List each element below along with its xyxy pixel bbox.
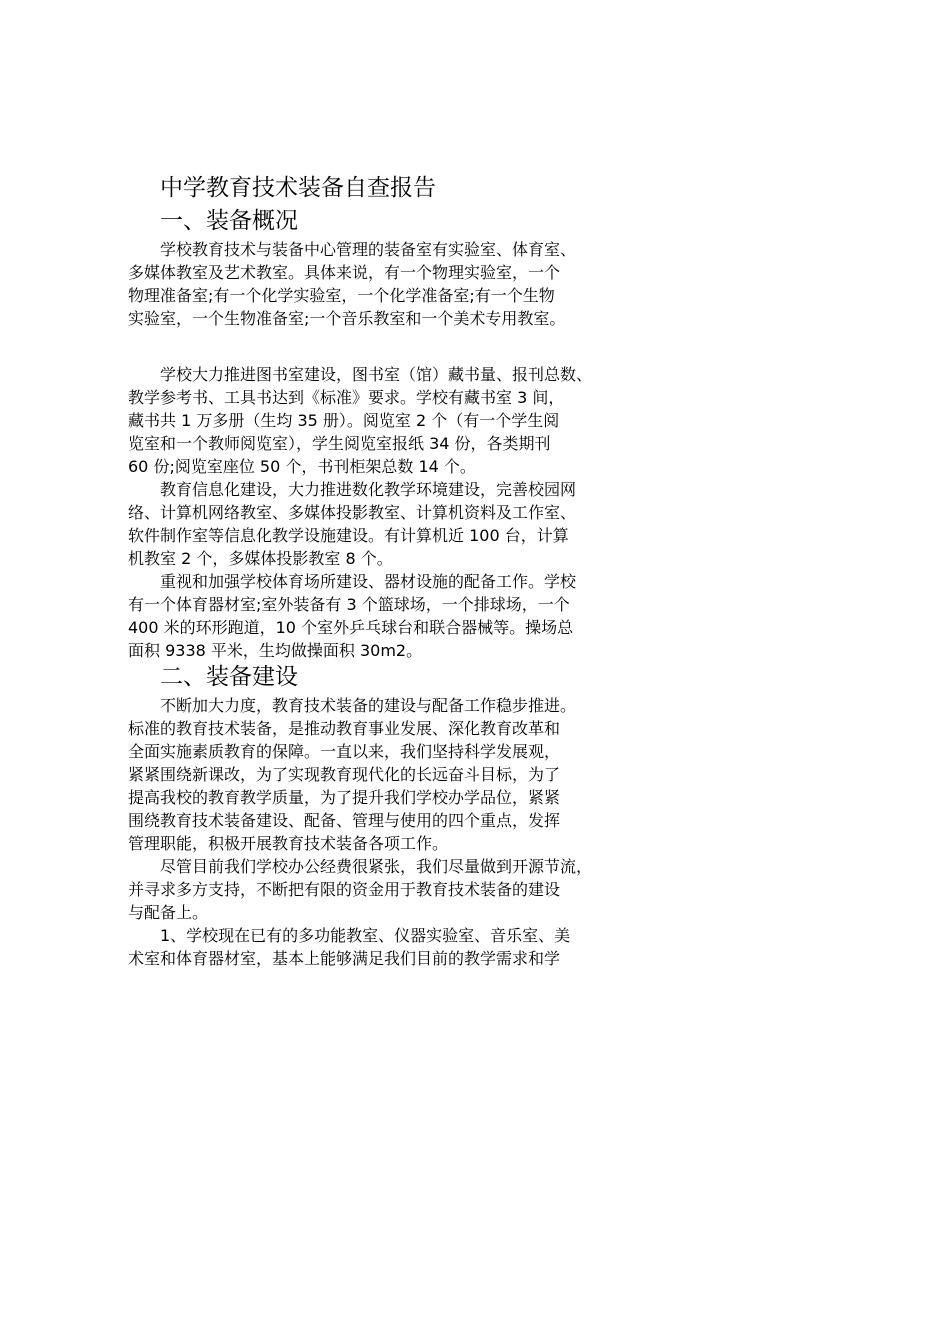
paragraph-line: 管理职能，积极开展教育技术装备各项工作。 bbox=[128, 834, 449, 854]
paragraph-line: 机教室 2 个，多媒体投影教室 8 个。 bbox=[128, 548, 393, 568]
paragraph-line: 学校教育技术与装备中心管理的装备室有实验室、体育室、 bbox=[160, 240, 577, 260]
paragraph-line: 览室和一个教师阅览室），学生阅览室报纸 34 份，各类期刊 bbox=[128, 433, 551, 453]
paragraph-equipment-rooms bbox=[128, 237, 840, 329]
paragraph-line: 软件制作室等信息化教学设施建设。有计算机近 100 台，计算 bbox=[128, 525, 569, 545]
section-heading-overview: 一、装备概况 bbox=[160, 207, 298, 234]
paragraph-line: 学校大力推进图书室建设，图书室（馆）藏书量、报刊总数、 bbox=[160, 364, 593, 384]
document-title: 中学教育技术装备自查报告 bbox=[160, 175, 436, 201]
blank-line bbox=[128, 329, 840, 362]
paragraph-line: 全面实施素质教育的保障。一直以来，我们坚持科学发展观， bbox=[128, 742, 561, 762]
paragraph-line: 物理准备室;有一个化学实验室，一个化学准备室;有一个生物 bbox=[128, 286, 555, 306]
paragraph-line: 不断加大力度，教育技术装备的建设与配备工作稳步推进。 bbox=[160, 696, 577, 716]
paragraph-library bbox=[128, 362, 840, 477]
paragraph-line: 与配备上。 bbox=[128, 903, 209, 923]
paragraph-line: 藏书共 1 万多册（生均 35 册）。阅览室 2 个（有一个学生阅 bbox=[128, 410, 560, 430]
paragraph-line: 教学参考书、工具书达到《标准》要求。学校有藏书室 3 间， bbox=[128, 387, 565, 407]
paragraph-line: 重视和加强学校体育场所建设、器材设施的配备工作。学校 bbox=[160, 571, 577, 591]
paragraph-line: 1、学校现在已有的多功能教室、仪器实验室、音乐室、美 bbox=[160, 926, 571, 946]
paragraph-line: 多媒体教室及艺术教室。具体来说，有一个物理实验室，一个 bbox=[128, 263, 561, 283]
paragraph-line: 术室和体育器材室，基本上能够满足我们目前的教学需求和学 bbox=[128, 949, 561, 969]
paragraph-line: 有一个体育器材室;室外装备有 3 个篮球场，一个排球场，一个 bbox=[128, 594, 570, 614]
paragraph-line: 60 份;阅览室座位 50 个，书刊柜架总数 14 个。 bbox=[128, 456, 476, 476]
document-page bbox=[128, 172, 840, 969]
paragraph-line: 教育信息化建设，大力推进数化教学环境建设，完善校园网 bbox=[160, 479, 577, 499]
paragraph-line: 实验室，一个生物准备室;一个音乐教室和一个美术专用教室。 bbox=[128, 309, 566, 329]
paragraph-line: 络、计算机网络教室、多媒体投影教室、计算机资料及工作室、 bbox=[128, 502, 577, 522]
paragraph-line: 面积 9338 平米，生均做操面积 30m2。 bbox=[128, 640, 423, 660]
paragraph-line: 提高我校的教育教学质量，为了提升我们学校办学品位，紧紧 bbox=[128, 788, 561, 808]
paragraph-line: 尽管目前我们学校办公经费很紧张，我们尽量做到开源节流， bbox=[160, 857, 593, 877]
paragraph-line: 紧紧围绕新课改，为了实现教育现代化的长远奋斗目标，为了 bbox=[128, 765, 561, 785]
section-heading-construction: 二、装备建设 bbox=[160, 663, 298, 690]
paragraph-informatization bbox=[128, 477, 840, 569]
paragraph-construction bbox=[128, 693, 840, 854]
paragraph-existing-rooms bbox=[128, 923, 840, 969]
paragraph-funding bbox=[128, 854, 840, 923]
paragraph-line: 并寻求多方支持，不断把有限的资金用于教育技术装备的建设 bbox=[128, 880, 561, 900]
paragraph-sports-facilities bbox=[128, 569, 840, 661]
paragraph-line: 标准的教育技术装备，是推动教育事业发展、深化教育改革和 bbox=[128, 719, 561, 739]
paragraph-line: 400 米的环形跑道，10 个室外乒乓球台和联合器械等。操场总 bbox=[128, 617, 574, 637]
paragraph-line: 围绕教育技术装备建设、配备、管理与使用的四个重点，发挥 bbox=[128, 811, 561, 831]
